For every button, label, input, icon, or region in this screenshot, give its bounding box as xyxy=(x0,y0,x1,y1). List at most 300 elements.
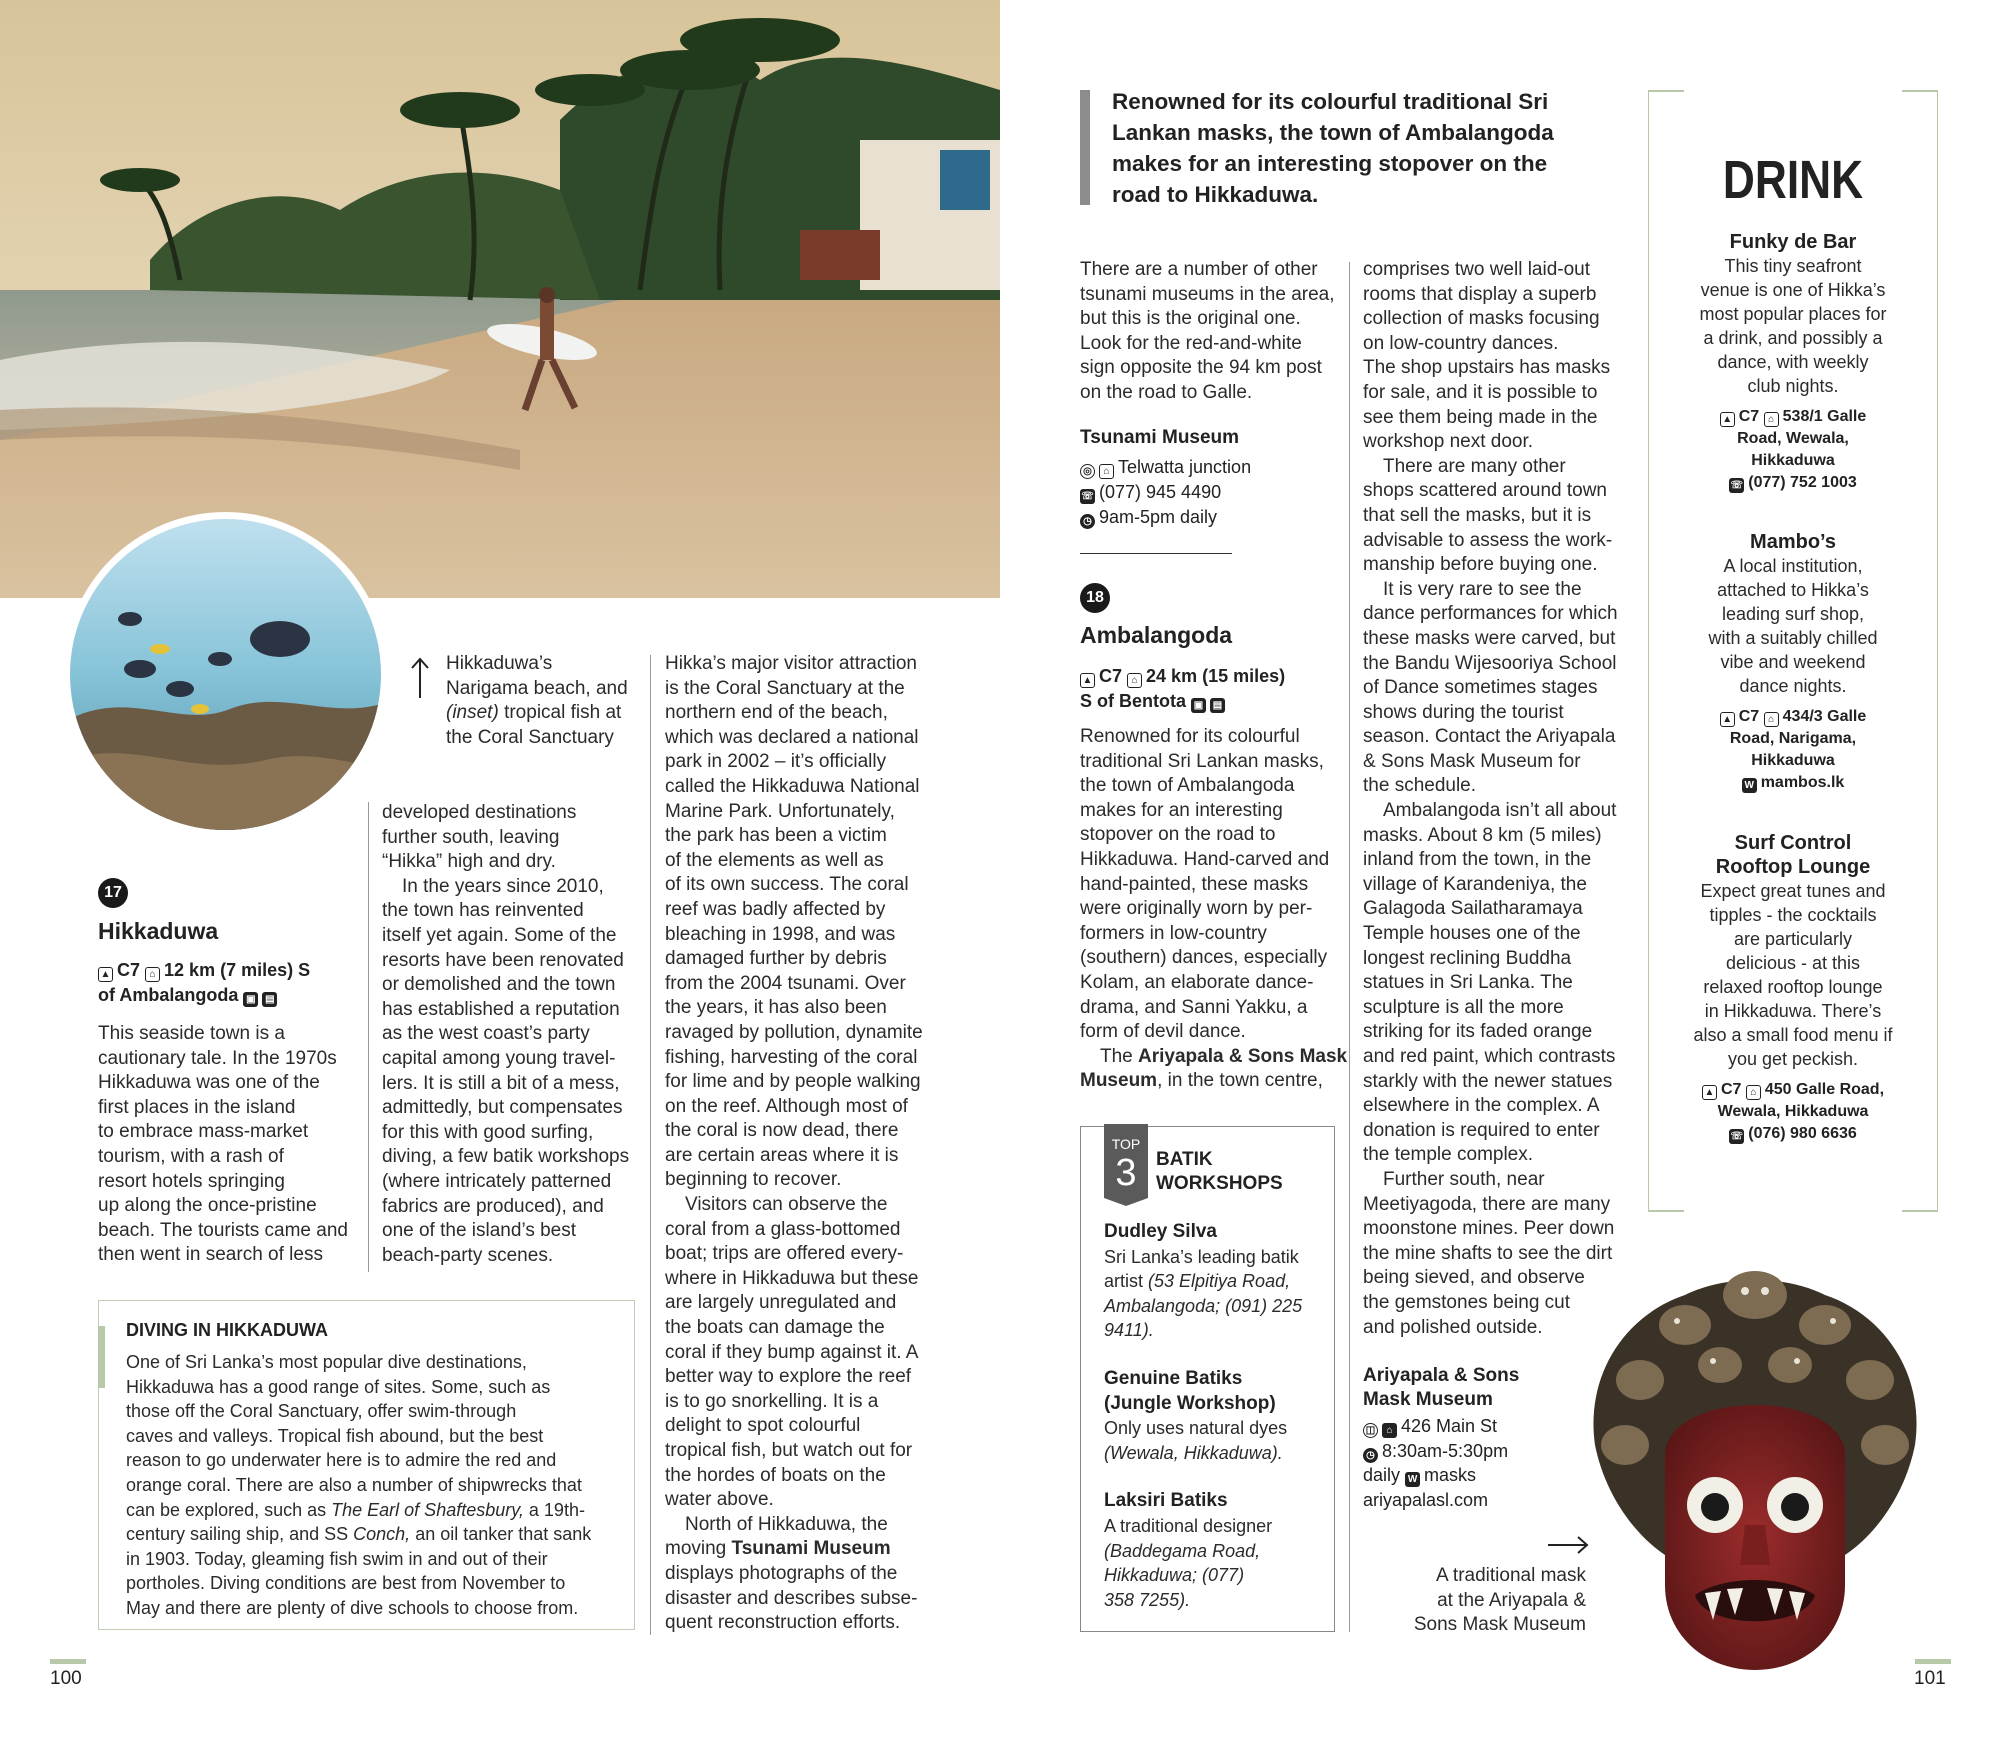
address: 426 Main St xyxy=(1401,1416,1498,1436)
text-line: these masks were carved, but xyxy=(1363,627,1616,649)
text-line: the mine shafts to see the dirt xyxy=(1363,1242,1613,1264)
text-line: coral if they bump against it. A xyxy=(665,1341,919,1363)
map-grid: C7 xyxy=(1738,708,1760,725)
text-line: and red paint, which contrasts xyxy=(1363,1046,1616,1067)
text-line: dance performances for which xyxy=(1363,603,1618,625)
text-line: sculpture is all the more xyxy=(1363,996,1564,1018)
text-line: starkly with the newer statues xyxy=(1363,1070,1613,1092)
address: 538/1 Galle xyxy=(1782,408,1867,425)
caption-arrow-up xyxy=(408,656,432,700)
phone-icon: ☏ xyxy=(1081,491,1094,502)
text-line: of Dance sometimes stages xyxy=(1363,677,1598,699)
text-line: reason to go underwater here is to admire the red and xyxy=(126,1450,557,1471)
text-line xyxy=(1080,1045,1348,1070)
text-line: being sieved, and observe xyxy=(1363,1267,1585,1289)
text-line: itself yet again. Some of the xyxy=(382,924,617,946)
venue-desc: leading surf shop, xyxy=(1721,604,1865,624)
text-line: sign opposite the 94 km post xyxy=(1080,357,1322,379)
quote-line: Renowned for its colourful traditional Sri xyxy=(1112,89,1549,114)
text-line: workshop next door. xyxy=(1363,431,1534,453)
caption-line: at the Ariyapala & xyxy=(1437,1589,1586,1611)
drink-top-rule xyxy=(1902,90,1938,92)
text-span: moving xyxy=(665,1538,732,1560)
top3-number: 3 xyxy=(1115,1152,1137,1194)
text-line: diving, a few batik workshops xyxy=(382,1146,630,1168)
text-line: Hikka’s major visitor attraction xyxy=(665,653,918,674)
venue-name: Surf Control xyxy=(1734,832,1852,854)
text-line: where in Hikkaduwa but these xyxy=(665,1267,919,1289)
venue-desc: tipples - the cocktails xyxy=(1709,905,1877,925)
page-marker-left xyxy=(50,1659,86,1664)
ariyapala-name xyxy=(1363,1364,1519,1412)
venue-desc: A local institution, xyxy=(1723,556,1863,576)
text-line: beach. The tourists came and xyxy=(98,1219,348,1241)
text-line: formers in low-country xyxy=(1080,922,1267,944)
text-line: the years, it has also been xyxy=(665,997,887,1019)
batik-address: (53 Elpitiya Road, xyxy=(1148,1271,1291,1292)
batik-name: (Jungle Workshop) xyxy=(1104,1392,1276,1414)
text-line: is to go snorkelling. It is a xyxy=(665,1390,879,1412)
location-icon: ⌂ xyxy=(1764,712,1779,727)
text-line: cautionary tale. In the 1970s xyxy=(98,1047,337,1069)
batik-name: Genuine Batiks xyxy=(1104,1367,1243,1389)
address: Hikkaduwa xyxy=(1751,452,1835,469)
ship-name: The Earl of Shaftesbury, xyxy=(331,1499,524,1520)
text-line xyxy=(126,1522,626,1547)
text-line: the temple complex. xyxy=(1363,1144,1534,1166)
venue-desc: club nights. xyxy=(1747,376,1839,396)
text-line: advisable to assess the work- xyxy=(1363,529,1613,551)
website[interactable]: ariyapalasl.com xyxy=(1363,1489,1489,1510)
text-line: Temple houses one of the xyxy=(1363,923,1581,945)
location-icon: ⌂ xyxy=(1127,673,1142,688)
venue-desc: relaxed rooftop lounge xyxy=(1703,977,1883,997)
text-line: coral from a glass-bottomed xyxy=(665,1218,901,1240)
text-line: shops scattered around town xyxy=(1363,480,1607,502)
drink-bottom-rule xyxy=(1902,1210,1938,1212)
text-line: but this is the original one. xyxy=(1080,308,1301,330)
tsunami-museum-ref: Tsunami Museum xyxy=(731,1538,891,1560)
text-line: tropical fish, but watch out for xyxy=(665,1440,913,1461)
venue-desc: also a small food menu if xyxy=(1693,1025,1893,1045)
venue-desc: you get peckish. xyxy=(1727,1049,1859,1069)
text-line: village of Karandeniya, the xyxy=(1363,873,1587,895)
map-grid: C7 xyxy=(1738,408,1760,425)
website[interactable]: masks xyxy=(1424,1465,1477,1486)
text-line: on the road to Galle. xyxy=(1080,381,1253,403)
text-line: the coral is now dead, there xyxy=(665,1120,899,1142)
shop-icon: ◫ xyxy=(1363,1423,1378,1438)
text-line: moonstone mines. Peer down xyxy=(1363,1218,1615,1240)
phone-icon: ☏ xyxy=(1730,480,1743,491)
text-line: Kolam, an elaborate dance- xyxy=(1080,971,1314,993)
caption-line: the Coral Sanctuary xyxy=(446,726,614,748)
ambalangoda-col2 xyxy=(1363,258,1638,1340)
venue-desc: in Hikkaduwa. There’s xyxy=(1704,1001,1882,1021)
caption-line: Hikkaduwa’s xyxy=(446,653,553,674)
text-line: of its own success. The coral xyxy=(665,874,909,896)
address: Telwatta junction xyxy=(1118,457,1252,477)
distance-place: S of Bentota xyxy=(1080,691,1186,711)
web-icon: W xyxy=(1405,1472,1420,1487)
museum-ref: Museum xyxy=(1080,1070,1158,1092)
text-line xyxy=(665,1537,937,1562)
text-line: were originally worn by per- xyxy=(1080,898,1313,920)
quote-line: Lankan masks, the town of Ambalangoda xyxy=(1112,120,1554,145)
map-icon: ▲ xyxy=(98,967,113,982)
text-line: capital among young travel- xyxy=(382,1047,616,1069)
map-icon: ▲ xyxy=(1702,1085,1717,1100)
quote-bar xyxy=(1080,90,1090,205)
text-line: caves and valleys. Tropical fish abound, but the best xyxy=(126,1425,544,1446)
ambalangoda-col1 xyxy=(1080,725,1348,1094)
batik-desc: A traditional designer xyxy=(1104,1515,1273,1536)
venue-name: Funky de Bar xyxy=(1729,231,1857,253)
top3-badge xyxy=(1104,1124,1148,1206)
text-line: displays photographs of the xyxy=(665,1562,898,1584)
text-line: North of Hikkaduwa, the xyxy=(685,1513,888,1535)
batik-title xyxy=(1156,1148,1283,1196)
batik-address: 9411). xyxy=(1104,1320,1154,1341)
text-line: resort hotels springing xyxy=(98,1170,285,1192)
venue-desc: venue is one of Hikka’s xyxy=(1700,280,1886,300)
hikkaduwa-col1 xyxy=(98,1022,368,1268)
text-line xyxy=(126,1498,626,1523)
venue-desc: are particularly xyxy=(1733,929,1853,949)
text-line: fabrics are produced), and xyxy=(382,1195,604,1217)
batik-name: Laksiri Batiks xyxy=(1104,1490,1228,1512)
caption-line xyxy=(446,701,646,726)
text-line: tsunami museums in the area, xyxy=(1080,283,1335,305)
text-line: ravaged by pollution, dynamite xyxy=(665,1021,923,1043)
text-line: inland from the town, in the xyxy=(1363,849,1592,871)
ariyapala-name-line: Mask Museum xyxy=(1363,1389,1493,1410)
batik-address: Ambalangoda; (091) 225 xyxy=(1104,1295,1303,1316)
text-line: are largely unregulated and xyxy=(665,1292,897,1314)
batik-desc: Sri Lanka’s leading batik xyxy=(1104,1246,1299,1267)
batik-item xyxy=(1104,1489,1329,1612)
text-line: better way to explore the reef xyxy=(665,1366,912,1388)
top3-label: TOP xyxy=(1111,1136,1141,1152)
text-line: that sell the masks, but it is xyxy=(1363,504,1592,526)
entry-number-17: 17 xyxy=(98,878,128,908)
quote-line: makes for an interesting stopover on the xyxy=(1112,151,1548,176)
text-span: an oil tanker that sank xyxy=(410,1524,592,1545)
hikkaduwa-col3 xyxy=(665,652,937,1636)
text-line: the hordes of boats on the xyxy=(665,1464,886,1486)
text-line: quent reconstruction efforts. xyxy=(665,1612,901,1634)
text-line: the schedule. xyxy=(1363,775,1477,797)
venue-desc: with a suitably chilled xyxy=(1708,628,1878,648)
location-icon: ⌂ xyxy=(1099,464,1114,479)
text-line: One of Sri Lanka’s most popular dive destinations, xyxy=(126,1352,527,1372)
text-span: can be explored, such as xyxy=(126,1499,332,1520)
hours: daily xyxy=(1363,1465,1401,1486)
photo-caption xyxy=(446,652,646,750)
drink-title: DRINK xyxy=(1722,150,1864,210)
museum-ref: Ariyapala & Sons Mask xyxy=(1138,1045,1348,1067)
divider-line xyxy=(1080,553,1232,554)
distance: 24 km (15 miles) xyxy=(1146,666,1286,686)
map-icon: ▲ xyxy=(1720,412,1735,427)
text-line: has established a reputation xyxy=(382,998,620,1020)
drink-bottom-rule xyxy=(1648,1210,1684,1212)
text-line: beginning to recover. xyxy=(665,1169,842,1191)
text-line: and polished outside. xyxy=(1363,1316,1543,1338)
venue-desc: vibe and weekend xyxy=(1720,652,1866,672)
text-line: Galagoda Sailatharamaya xyxy=(1363,898,1583,920)
diving-accent-bar xyxy=(98,1326,105,1388)
text-line: Hikkaduwa has a good range of sites. Some, such as xyxy=(126,1376,551,1397)
beach-photo xyxy=(0,0,1000,598)
column-divider xyxy=(650,655,651,1635)
text-line: is the Coral Sanctuary at the xyxy=(665,677,905,699)
batik-title-line: BATIK xyxy=(1156,1149,1213,1170)
text-line: park in 2002 – it’s officially xyxy=(665,751,887,773)
venue-desc: a drink, and possibly a xyxy=(1703,328,1883,348)
audio-guide-icon: ◎ xyxy=(1080,464,1095,479)
text-line: which was declared a national xyxy=(665,726,919,748)
text-line: Further south, near xyxy=(1383,1168,1545,1190)
address: 434/3 Galle xyxy=(1782,708,1867,725)
hours: 8:30am-5:30pm xyxy=(1382,1440,1509,1461)
text-line: on low-country dances. xyxy=(1363,332,1559,354)
entry-number-18: 18 xyxy=(1080,583,1110,613)
text-line: It is very rare to see the xyxy=(1383,578,1582,600)
venue-desc: dance nights. xyxy=(1739,676,1847,696)
map-grid: C7 xyxy=(117,960,141,980)
text-line: portholes. Diving conditions are best from November to xyxy=(126,1573,566,1594)
batik-title-line: WORKSHOPS xyxy=(1156,1173,1283,1194)
text-line: comprises two well laid-out xyxy=(1363,259,1591,280)
batik-item xyxy=(1104,1367,1329,1465)
caption-arrow-right xyxy=(1546,1533,1590,1557)
text-line: lers. It is still a bit of a mess, xyxy=(382,1072,620,1094)
text-line: donation is required to enter xyxy=(1363,1119,1600,1141)
drink-top-rule xyxy=(1648,90,1684,92)
text-line: first places in the island xyxy=(98,1096,296,1118)
ariyapala-info xyxy=(1363,1414,1553,1512)
text-line: resorts have been renovated xyxy=(382,949,624,971)
column-divider xyxy=(368,802,369,1272)
text-line: Renowned for its colourful xyxy=(1080,726,1300,747)
hours: 9am-5pm daily xyxy=(1099,507,1218,527)
batik-address: (Wewala, Hikkaduwa). xyxy=(1104,1442,1283,1463)
text-line: in 1903. Today, gleaming fish swim in and out of their xyxy=(126,1548,548,1569)
text-line: traditional Sri Lankan masks, xyxy=(1080,750,1324,772)
text-line: makes for an interesting xyxy=(1080,799,1283,821)
traditional-mask-image xyxy=(1545,1255,1960,1675)
page-number-right: 101 xyxy=(1914,1668,1946,1689)
text-span: a 19th- xyxy=(523,1499,585,1520)
phone: (076) 980 6636 xyxy=(1748,1125,1857,1142)
text-line: for lime and by people walking xyxy=(665,1071,921,1093)
text-line: disaster and describes subse- xyxy=(665,1587,918,1609)
text-line: the town of Ambalangoda xyxy=(1080,775,1295,797)
location-icon: ⌂ xyxy=(1746,1085,1761,1100)
text-line: Visitors can observe the xyxy=(685,1194,888,1216)
ship-name: Conch, xyxy=(353,1524,411,1545)
hikkaduwa-info xyxy=(98,958,358,1008)
text-line: drama, and Sanni Yakku, a xyxy=(1080,996,1308,1018)
text-line xyxy=(1080,1069,1348,1094)
caption-line: Narigama beach, and xyxy=(446,677,628,699)
text-line: as the west coast’s party xyxy=(382,1023,590,1045)
caption-line: A traditional mask xyxy=(1436,1565,1586,1586)
text-line: from the 2004 tsunami. Over xyxy=(665,972,906,994)
drink-venue-funky-de-bar xyxy=(1655,230,1931,494)
text-line: one of the island’s best xyxy=(382,1220,577,1242)
text-line: hand-painted, these masks xyxy=(1080,873,1309,895)
venue-desc: attached to Hikka’s xyxy=(1717,580,1869,600)
text-line: masks. About 8 km (5 miles) xyxy=(1363,824,1602,846)
text-line: reef was badly affected by xyxy=(665,898,886,920)
text-span: , in the town centre, xyxy=(1157,1070,1323,1092)
ariyapala-name-line: Ariyapala & Sons xyxy=(1363,1365,1520,1386)
text-line: shows during the tourist xyxy=(1363,701,1564,723)
address: Hikkaduwa xyxy=(1751,752,1835,769)
text-line: the Bandu Wijesooriya School xyxy=(1363,652,1617,674)
distance: 12 km (7 miles) S xyxy=(164,960,311,980)
hikkaduwa-col2 xyxy=(382,801,652,1268)
inset-fish-image xyxy=(70,519,381,830)
text-line: damaged further by debris xyxy=(665,948,887,970)
map-grid: C7 xyxy=(1720,1081,1742,1098)
web-icon: W xyxy=(1742,778,1757,793)
map-icon: ▲ xyxy=(1720,712,1735,727)
batik-address: (Baddegama Road, xyxy=(1104,1540,1261,1561)
venue-desc: most popular places for xyxy=(1699,304,1887,324)
distance-place: of Ambalangoda xyxy=(98,985,239,1005)
tsunami-museum-info xyxy=(1080,455,1345,530)
text-line: developed destinations xyxy=(382,802,577,823)
venue-name: Rooftop Lounge xyxy=(1715,856,1871,878)
column-divider xyxy=(1349,262,1350,1632)
text-line: orange coral. There are also a number of shipwrecks that xyxy=(126,1474,582,1495)
ambalangoda-info xyxy=(1080,664,1350,714)
text-line: manship before buying one. xyxy=(1363,554,1598,576)
text-line: beach-party scenes. xyxy=(382,1244,554,1266)
text-line: the boats can damage the xyxy=(665,1317,885,1339)
tsunami-intro xyxy=(1080,258,1345,406)
quote-line: road to Hikkaduwa. xyxy=(1112,182,1319,207)
location-icon: ⌂ xyxy=(145,967,160,982)
map-icon: ▲ xyxy=(1080,673,1095,688)
caption-text: tropical fish at xyxy=(498,702,622,724)
text-line: further south, leaving xyxy=(382,826,560,848)
text-line: for this with good surfing, xyxy=(382,1121,594,1143)
text-line: bleaching in 1998, and was xyxy=(665,923,896,945)
text-line: those off the Coral Sanctuary, offer swim-through xyxy=(126,1401,517,1422)
clock-icon: ◷ xyxy=(1080,514,1095,529)
text-line: on the reef. Although most of xyxy=(665,1095,908,1117)
phone: (077) 752 1003 xyxy=(1748,474,1857,491)
text-line: There are many other xyxy=(1383,455,1566,477)
location-icon: ⌂ xyxy=(1764,412,1779,427)
text-line: season. Contact the Ariyapala xyxy=(1363,726,1616,748)
text-line: or demolished and the town xyxy=(382,974,616,996)
text-line: “Hikka” high and dry. xyxy=(382,851,556,873)
text-line: elsewhere in the complex. A xyxy=(1363,1095,1600,1117)
text-span: The xyxy=(1100,1045,1139,1067)
address: Wewala, Hikkaduwa xyxy=(1717,1103,1869,1120)
text-span: artist xyxy=(1104,1271,1149,1292)
address: 450 Galle Road, xyxy=(1764,1081,1885,1098)
venue-desc: Expect great tunes and xyxy=(1700,881,1886,901)
page-number-left: 100 xyxy=(50,1668,82,1689)
text-line: called the Hikkaduwa National xyxy=(665,775,920,797)
train-icon: ▣ xyxy=(243,992,258,1007)
text-line: In the years since 2010, xyxy=(402,875,604,897)
text-line: Meetiyagoda, there are many xyxy=(1363,1193,1611,1215)
text-line: admittedly, but compensates xyxy=(382,1097,623,1119)
text-line: are certain areas where it is xyxy=(665,1144,899,1166)
text-line: (where intricately patterned xyxy=(382,1170,612,1192)
batik-address: Hikkaduwa; (077) xyxy=(1104,1565,1245,1586)
text-line: water above. xyxy=(665,1489,774,1511)
text-line: The shop upstairs has masks xyxy=(1363,357,1611,379)
website[interactable]: mambos.lk xyxy=(1760,774,1845,791)
caption-italic: (inset) xyxy=(446,702,499,724)
drink-venue-surf-control xyxy=(1655,831,1931,1145)
diving-title: DIVING IN HIKKADUWA xyxy=(126,1320,328,1340)
drink-venue-mambos xyxy=(1655,530,1931,794)
batik-list xyxy=(1104,1220,1329,1612)
text-line: collection of masks focusing xyxy=(1363,308,1600,330)
text-line: Hikkaduwa was one of the xyxy=(98,1072,320,1094)
entry-title-hikkaduwa: Hikkaduwa xyxy=(98,918,219,944)
text-line: see them being made in the xyxy=(1363,406,1598,428)
batik-item xyxy=(1104,1220,1329,1343)
venue-desc: This tiny seafront xyxy=(1724,256,1862,276)
text-line: statues in Sri Lanka. The xyxy=(1363,972,1573,994)
text-line: Ambalangoda isn’t all about xyxy=(1383,800,1617,822)
text-line: There are a number of other xyxy=(1080,259,1318,280)
venue-desc: delicious - at this xyxy=(1725,953,1861,973)
text-line: May and there are plenty of dive schools to choose from. xyxy=(126,1597,579,1618)
text-line: for sale, and it is possible to xyxy=(1363,381,1598,403)
text-line: the park has been a victim xyxy=(665,825,887,847)
text-line: boat; trips are offered every- xyxy=(665,1243,904,1265)
text-line: then went in search of less xyxy=(98,1244,323,1266)
text-line: northern end of the beach, xyxy=(665,702,888,724)
text-line: rooms that display a superb xyxy=(1363,283,1597,305)
batik-desc xyxy=(1104,1269,1329,1294)
text-line: form of devil dance. xyxy=(1080,1021,1246,1043)
text-line: longest reclining Buddha xyxy=(1363,947,1572,969)
tsunami-museum-name: Tsunami Museum xyxy=(1080,427,1240,448)
text-line: tourism, with a rash of xyxy=(98,1145,284,1167)
clock-icon: ◷ xyxy=(1363,1448,1378,1463)
text-line: (southern) dances, especially xyxy=(1080,947,1328,969)
batik-desc: Only uses natural dyes xyxy=(1104,1418,1288,1439)
venue-name: Mambo’s xyxy=(1750,531,1836,553)
diving-text xyxy=(126,1350,626,1621)
phone-icon: ☏ xyxy=(1730,1131,1743,1142)
text-line: up along the once-pristine xyxy=(98,1195,317,1217)
text-line: of the elements as well as xyxy=(665,849,884,871)
text-line: delight to spot colourful xyxy=(665,1415,861,1437)
pull-quote xyxy=(1112,86,1582,210)
text-span: century sailing ship, and SS xyxy=(126,1524,354,1545)
bus-icon: ▤ xyxy=(262,992,277,1007)
location-icon: ⌂ xyxy=(1382,1423,1397,1438)
caption-line: Sons Mask Museum xyxy=(1413,1614,1586,1636)
batik-name: Dudley Silva xyxy=(1104,1221,1217,1242)
text-line: the gemstones being cut xyxy=(1363,1291,1571,1313)
text-line: striking for its faded orange xyxy=(1363,1021,1593,1043)
text-line: stopover on the road to xyxy=(1080,824,1276,846)
